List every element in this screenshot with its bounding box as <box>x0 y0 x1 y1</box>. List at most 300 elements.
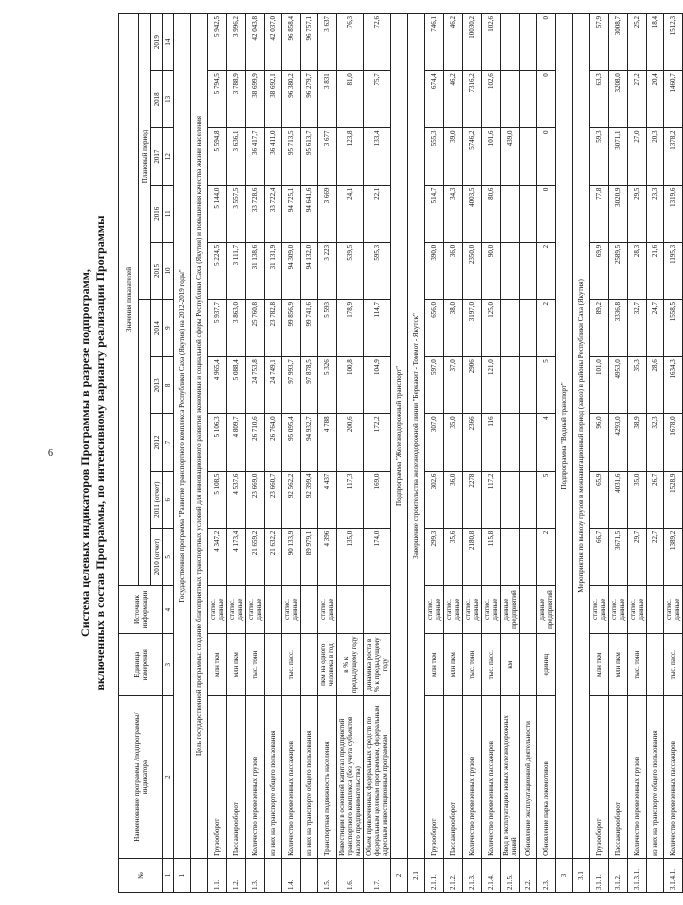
row-value: 32,7 <box>628 300 647 357</box>
row-value: 26 710,6 <box>246 414 265 471</box>
row-value: 75,7 <box>364 71 391 128</box>
row-value <box>520 128 537 185</box>
row-value: 1634,3 <box>664 357 683 414</box>
header-col-number: 11 <box>163 185 174 242</box>
row-value: 4 <box>537 414 556 471</box>
section-row <box>556 14 573 893</box>
header-col-number: 9 <box>163 300 174 357</box>
row-value: 1195,3 <box>664 242 683 299</box>
section-row <box>174 14 191 893</box>
row-value: 35,3 <box>628 357 647 414</box>
row-value: 96,0 <box>590 414 609 471</box>
row-value: 4003,5 <box>463 185 482 242</box>
row-name: Пассажирооборот <box>444 696 463 859</box>
row-value: 95 713,5 <box>282 128 301 185</box>
row-value <box>520 71 537 128</box>
row-value: 96 380,2 <box>282 71 301 128</box>
row-value: 3071,1 <box>609 128 628 185</box>
row-value: 3 677 <box>318 128 337 185</box>
row-name: Транспортная подвижность населения <box>318 696 337 859</box>
header-col-number: 4 <box>163 585 174 633</box>
row-source: статис. данные <box>318 585 337 633</box>
table-row <box>301 14 318 893</box>
row-unit: пкм на одного человека в год <box>318 634 337 696</box>
row-value: 555,3 <box>425 128 444 185</box>
row-value: 97 878,5 <box>301 357 318 414</box>
row-value: 36,0 <box>444 471 463 528</box>
row-value: 31 138,6 <box>246 242 265 299</box>
row-unit <box>647 634 664 696</box>
header-col-number: 10 <box>163 242 174 299</box>
row-value: 21 632,2 <box>265 528 282 585</box>
row-value: 1512,3 <box>664 14 683 71</box>
row-value: 77,8 <box>590 185 609 242</box>
row-source: статис. данные <box>609 585 628 633</box>
table-row <box>664 14 683 893</box>
row-unit: тыс. пасс. <box>664 634 683 696</box>
row-value <box>520 242 537 299</box>
row-source: статис. данные <box>482 585 501 633</box>
row-name: Количество перевезенных пассажиров <box>482 696 501 859</box>
row-value: 18,4 <box>647 14 664 71</box>
row-value: 5 <box>537 357 556 414</box>
row-value: 39,0 <box>444 128 463 185</box>
row-value: 4 396 <box>318 528 337 585</box>
row-value: 514,7 <box>425 185 444 242</box>
row-value <box>520 14 537 71</box>
row-value <box>520 300 537 357</box>
row-value: 1678,0 <box>664 414 683 471</box>
row-value: 95 095,4 <box>282 414 301 471</box>
row-unit: млн ткм <box>590 634 609 696</box>
row-value: 63,3 <box>590 71 609 128</box>
row-value <box>520 414 537 471</box>
row-value: 169,0 <box>364 471 391 528</box>
row-value: 117,2 <box>482 471 501 528</box>
row-value: 42 043,8 <box>246 14 265 71</box>
row-num: 1.6. <box>337 858 364 892</box>
header-unit: Единица измерения <box>119 634 163 696</box>
row-value: 597,0 <box>425 357 444 414</box>
header-year: 2014 <box>151 300 163 357</box>
row-value: 0 <box>537 14 556 71</box>
row-value: 4293,0 <box>609 414 628 471</box>
row-value: 3008,7 <box>609 14 628 71</box>
row-value: 65,9 <box>590 471 609 528</box>
row-value: 76,3 <box>337 14 364 71</box>
row-value: 42 037,0 <box>265 14 282 71</box>
indicators-table <box>118 13 683 893</box>
row-value: 31 131,9 <box>265 242 282 299</box>
row-value: 3 636,1 <box>227 128 246 185</box>
row-value: 125,0 <box>482 300 501 357</box>
row-num: 2.1.2. <box>444 858 463 892</box>
row-value: 2 <box>537 528 556 585</box>
row-value: 101,6 <box>482 128 501 185</box>
row-value: 133,4 <box>364 128 391 185</box>
row-value: 2350,0 <box>463 242 482 299</box>
row-source: статис. данные <box>246 585 265 633</box>
row-value: 3 637 <box>318 14 337 71</box>
row-value: 29,7 <box>628 528 647 585</box>
row-num: 2.1.4. <box>482 858 501 892</box>
row-value: 299,3 <box>425 528 444 585</box>
row-value: 28,3 <box>628 242 647 299</box>
table-row <box>265 14 282 893</box>
header-spacer <box>139 300 151 586</box>
row-value: 539,5 <box>337 242 364 299</box>
row-unit: в % к предыдущему году <box>337 634 364 696</box>
row-value: 4 537,6 <box>227 471 246 528</box>
row-value <box>520 528 537 585</box>
section-title: Цель государственной программы: создание благоприятных транспортных условий для инновационного развития экономики и социальной сферы Республики Саха (Якутия) и повышения качества жизни населения <box>191 14 208 859</box>
row-value: 20,3 <box>647 128 664 185</box>
row-value: 4 437 <box>318 471 337 528</box>
row-value: 121,0 <box>482 357 501 414</box>
table-row <box>425 14 444 893</box>
row-name: Количество перевезенных грузов <box>463 696 482 859</box>
section-row <box>191 14 208 893</box>
row-name: Пассажирооборот <box>609 696 628 859</box>
header-col-number: 3 <box>163 634 174 696</box>
row-value <box>520 185 537 242</box>
row-name: Грузооборот <box>208 696 227 859</box>
title-line-2: включенных в состав Программы, по интенсивному варианту реализации Программы <box>93 215 107 691</box>
row-source: статис. данные <box>664 585 683 633</box>
row-value: 4 347,2 <box>208 528 227 585</box>
section-num: 3 <box>556 858 573 892</box>
row-value: 27,2 <box>628 71 647 128</box>
row-num: 1.2. <box>227 858 246 892</box>
table-row <box>590 14 609 893</box>
row-value: 3671,5 <box>609 528 628 585</box>
row-unit: тыс. тонн <box>628 634 647 696</box>
row-value: 2 <box>537 300 556 357</box>
row-name: из них на транспорте общего пользования <box>265 696 282 859</box>
section-title: Подпрограмма "Водный транспорт" <box>556 14 573 859</box>
row-source <box>647 585 664 633</box>
header-col-number: 14 <box>163 14 174 71</box>
row-name: Количество перевезенных пассажиров <box>282 696 301 859</box>
row-value: 390,0 <box>425 242 444 299</box>
row-source: статис. данные <box>282 585 301 633</box>
row-value: 96 757,1 <box>301 14 318 71</box>
row-value <box>501 528 520 585</box>
row-value: 2589,5 <box>609 242 628 299</box>
row-value: 24 753,8 <box>246 357 265 414</box>
row-source: статис. данные <box>628 585 647 633</box>
row-name: из них на транспорте общего пользования <box>301 696 318 859</box>
header-col-number: 6 <box>163 471 174 528</box>
row-value: 23 782,8 <box>265 300 282 357</box>
row-value: 24 749,1 <box>265 357 282 414</box>
row-value: 7316,2 <box>463 71 482 128</box>
row-name: Обновление парка локомотивов <box>537 696 556 859</box>
row-num: 1.7. <box>364 858 391 892</box>
row-value: 0 <box>537 71 556 128</box>
row-unit: млн ткм <box>208 634 227 696</box>
row-value: 4 173,4 <box>227 528 246 585</box>
row-value: 27,0 <box>628 128 647 185</box>
header-year: 2016 <box>151 185 163 242</box>
page-number: 6 <box>48 448 53 459</box>
row-value <box>501 185 520 242</box>
row-unit: км <box>501 634 520 696</box>
row-value: 36 417,7 <box>246 128 265 185</box>
row-value: 104,9 <box>364 357 391 414</box>
row-value: 89,2 <box>590 300 609 357</box>
row-value <box>520 471 537 528</box>
row-source: статис. данные <box>208 585 227 633</box>
row-name: Инвестиции в основной капитал предприятий транспортного комплекса (без учета субъектов малого предпринимательства) <box>337 696 364 859</box>
row-value: 2 <box>537 242 556 299</box>
row-num: 2.1.1. <box>425 858 444 892</box>
row-value: 24,1 <box>337 185 364 242</box>
row-value: 439,0 <box>501 128 520 185</box>
row-value: 72,6 <box>364 14 391 71</box>
row-value <box>501 357 520 414</box>
row-value: 4 809,7 <box>227 414 246 471</box>
row-value: 80,6 <box>482 185 501 242</box>
row-value: 3 223 <box>318 242 337 299</box>
row-value: 5 106,3 <box>208 414 227 471</box>
section-row <box>408 14 425 893</box>
table-row <box>227 14 246 893</box>
row-value <box>501 414 520 471</box>
row-value <box>501 300 520 357</box>
row-value: 1319,6 <box>664 185 683 242</box>
table-row <box>246 14 265 893</box>
section-title: Завершение строительства железнодорожной линии "Беркакит - Томмот - Якутск" <box>408 14 425 859</box>
row-value: 656,0 <box>425 300 444 357</box>
row-value: 307,0 <box>425 414 444 471</box>
row-value: 2180,8 <box>463 528 482 585</box>
row-value: 96 858,4 <box>282 14 301 71</box>
row-source <box>265 585 282 633</box>
row-value: 38 692,1 <box>265 71 282 128</box>
row-value: 5 144,0 <box>208 185 227 242</box>
header-col-number: 13 <box>163 71 174 128</box>
header-col-number: 12 <box>163 128 174 185</box>
row-name: Ввод в эксплуатацию новых железнодорожных линий <box>501 696 520 859</box>
row-unit: тыс. пасс. <box>482 634 501 696</box>
row-value: 5 937,7 <box>208 300 227 357</box>
row-value: 2278 <box>463 471 482 528</box>
row-value: 34,3 <box>444 185 463 242</box>
row-value: 33 728,6 <box>246 185 265 242</box>
row-value: 0 <box>537 128 556 185</box>
row-value: 595,3 <box>364 242 391 299</box>
row-value: 3 788,9 <box>227 71 246 128</box>
table-row <box>208 14 227 893</box>
table-row <box>444 14 463 893</box>
section-title: Государственная программа "Развитие транспортного комплекса Республики Саха (Якутия) на 2012-2019 годы" <box>174 14 191 859</box>
row-value: 5 942,5 <box>208 14 227 71</box>
row-value: 0 <box>537 185 556 242</box>
header-plan-period: Плановый период <box>139 14 151 300</box>
section-num: 2 <box>391 858 408 892</box>
row-value: 20,4 <box>647 71 664 128</box>
table-row <box>482 14 501 893</box>
row-value <box>501 14 520 71</box>
section-num <box>191 858 208 892</box>
row-value: 35,0 <box>444 414 463 471</box>
row-value: 26,7 <box>647 471 664 528</box>
row-num: 1.3. <box>246 858 265 892</box>
row-num: 1.5. <box>318 858 337 892</box>
row-num: 3.1.1. <box>590 858 609 892</box>
table-row <box>318 14 337 893</box>
row-value: 135,0 <box>337 528 364 585</box>
row-source <box>364 585 391 633</box>
row-name: Количество перевезенных грузов <box>628 696 647 859</box>
row-value: 89 979,1 <box>301 528 318 585</box>
row-value: 5 326 <box>318 357 337 414</box>
row-value: 36,0 <box>444 242 463 299</box>
row-value: 97 993,7 <box>282 357 301 414</box>
row-value: 38,0 <box>444 300 463 357</box>
row-unit <box>265 634 282 696</box>
row-value: 3020,9 <box>609 185 628 242</box>
row-value: 4953,0 <box>609 357 628 414</box>
row-value: 3 831 <box>318 71 337 128</box>
section-row <box>391 14 408 893</box>
row-name: Пассажирооборот <box>227 696 246 859</box>
row-value: 26 764,0 <box>265 414 282 471</box>
row-value: 115,8 <box>482 528 501 585</box>
row-value: 5 <box>537 471 556 528</box>
header-year: 2019 <box>151 14 163 71</box>
row-num: 3.1.3.1. <box>628 858 647 892</box>
header-num: № <box>119 858 163 892</box>
row-value: 94 641,6 <box>301 185 318 242</box>
table-row <box>609 14 628 893</box>
row-value <box>501 471 520 528</box>
table-row <box>520 14 537 893</box>
table-row <box>537 14 556 893</box>
row-num <box>265 858 282 892</box>
header-year: 2011 (отчет) <box>151 471 163 528</box>
section-num: 1 <box>174 858 191 892</box>
row-value: 178,9 <box>337 300 364 357</box>
row-value: 35,6 <box>444 528 463 585</box>
header-col-number: 7 <box>163 414 174 471</box>
row-source <box>520 585 537 633</box>
row-value: 123,8 <box>337 128 364 185</box>
row-value: 3197,0 <box>463 300 482 357</box>
row-value: 90,0 <box>482 242 501 299</box>
row-source: статис. данные <box>444 585 463 633</box>
row-value: 57,9 <box>590 14 609 71</box>
row-value: 102,6 <box>482 71 501 128</box>
row-value: 200,6 <box>337 414 364 471</box>
row-source: статис. данные <box>425 585 444 633</box>
row-value: 66,7 <box>590 528 609 585</box>
row-value: 90 133,9 <box>282 528 301 585</box>
table-row <box>628 14 647 893</box>
row-value: 4031,6 <box>609 471 628 528</box>
header-name: Наименование программы /подпрограммы/ индикатора <box>119 696 163 859</box>
row-value: 23,3 <box>647 185 664 242</box>
row-value: 38 699,9 <box>246 71 265 128</box>
header-values: Значения показателей <box>119 14 139 586</box>
header-col-number: 2 <box>163 696 174 859</box>
row-value: 24,7 <box>647 300 664 357</box>
row-value: 117,3 <box>337 471 364 528</box>
row-unit: тыс. тонн <box>463 634 482 696</box>
header-year: 2018 <box>151 71 163 128</box>
row-value: 21 659,2 <box>246 528 265 585</box>
row-value: 1389,2 <box>664 528 683 585</box>
row-value: 4 965,4 <box>208 357 227 414</box>
row-name: Объем привлеченных федеральных средств по федеральным целевым программам, федеральным адресным инвестиционным программам <box>364 696 391 859</box>
row-unit: тыс. тонн <box>246 634 265 696</box>
row-num: 1.4. <box>282 858 301 892</box>
row-value: 92 562,2 <box>282 471 301 528</box>
row-value: 5 794,5 <box>208 71 227 128</box>
row-name: из них на транспорте общего пользования <box>647 696 664 859</box>
row-unit <box>301 634 318 696</box>
row-value: 38,9 <box>628 414 647 471</box>
row-value: 102,6 <box>482 14 501 71</box>
row-value: 94 932,7 <box>301 414 318 471</box>
row-value: 674,4 <box>425 71 444 128</box>
row-unit: динамика роста в % к предыдущему году <box>364 634 391 696</box>
row-value: 3 111,7 <box>227 242 246 299</box>
row-value: 114,7 <box>364 300 391 357</box>
rotated-page <box>78 13 681 893</box>
row-num <box>647 858 664 892</box>
row-source: данные предприятий <box>537 585 556 633</box>
row-value: 1460,7 <box>664 71 683 128</box>
row-value: 3 863,0 <box>227 300 246 357</box>
row-value: 3 996,2 <box>227 14 246 71</box>
row-value: 36 411,0 <box>265 128 282 185</box>
row-value: 5 593 <box>318 300 337 357</box>
row-name: Грузооборот <box>590 696 609 859</box>
row-num: 3.1.2. <box>609 858 628 892</box>
table-row <box>364 14 391 893</box>
row-value: 25,2 <box>628 14 647 71</box>
row-unit: единиц <box>537 634 556 696</box>
row-value: 100,8 <box>337 357 364 414</box>
row-value: 95 613,7 <box>301 128 318 185</box>
row-value: 2366 <box>463 414 482 471</box>
row-value: 116 <box>482 414 501 471</box>
row-value: 10030,2 <box>463 14 482 71</box>
row-num: 3.1.4.1. <box>664 858 683 892</box>
section-title: Мероприятия по вывозу грузов в межнавигационный период (завоз) в районы Республики Саха (Якутия) <box>573 14 590 859</box>
row-value: 5 224,5 <box>208 242 227 299</box>
header-col-number: 1 <box>163 858 174 892</box>
row-value: 94 132,0 <box>301 242 318 299</box>
row-value: 35,0 <box>628 471 647 528</box>
header-year: 2010 (отчет) <box>151 528 163 585</box>
row-name: Количество перевезенных пассажиров <box>664 696 683 859</box>
row-value: 5 088,4 <box>227 357 246 414</box>
row-source: статис. данные <box>590 585 609 633</box>
row-value: 29,5 <box>628 185 647 242</box>
row-num: 2.1.3. <box>463 858 482 892</box>
row-value: 33 722,4 <box>265 185 282 242</box>
row-value: 1558,5 <box>664 300 683 357</box>
row-value: 32,3 <box>647 414 664 471</box>
row-name: Количество перевезенных грузов <box>246 696 265 859</box>
section-title: Подпрограмма "Железнодорожный транспорт" <box>391 14 408 859</box>
section-row <box>573 14 590 893</box>
row-unit <box>520 634 537 696</box>
row-value: 2906 <box>463 357 482 414</box>
